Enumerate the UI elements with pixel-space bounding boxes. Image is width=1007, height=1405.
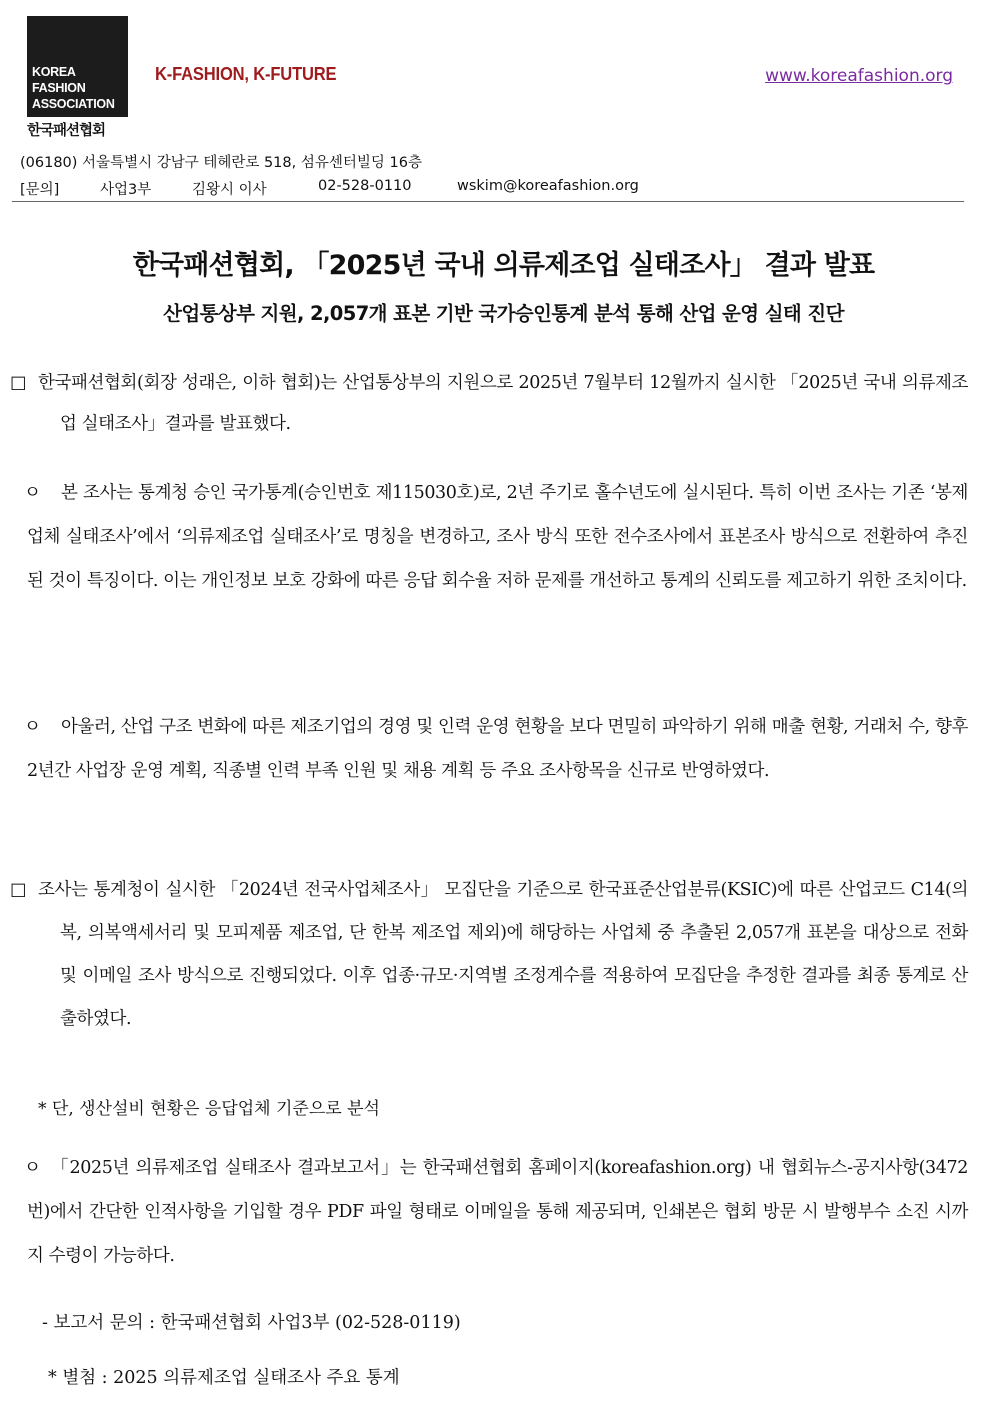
paragraph-text: 본 조사는 통계청 승인 국가통계(승인번호 제115030호)로, 2년 주기로 홀수년도에 실시된다. 특히 이번 조사는 기존 ‘봉제업체 실태조사’에서 ‘의류제조업 실태조사’로 명칭을 변경하고, 조사 방식 또한 전수조사에서 표본조사 방식으로 전환하여 추진된 것이 특징이다. 이는 개인정보 보호 강화에 따른 응답 회수율 저하 문제를 개선하고 통계의 신뢰도를 제고하기 위한 조치이다.: [27, 483, 968, 591]
logo-korean-name: 한국패션협회: [27, 123, 106, 139]
paragraph-2: [24, 471, 968, 603]
association-logo: [27, 16, 128, 117]
logo-line: FASHION: [32, 81, 86, 95]
circle-bullet-icon: ㅇ: [24, 717, 41, 737]
press-release-title: 한국패션협회, 「2025년 국내 의류제조업 실태조사」 결과 발표: [132, 250, 875, 281]
paragraph-text: 「2025년 의류제조업 실태조사 결과보고서」는 한국패션협회 홈페이지(koreafashion.org) 내 협회뉴스-공지사항(3472번)에서 간단한 인적사항을 기입할 경우 PDF 파일 형태로 이메일을 통해 제공되며, 인쇄본은 협회 방문 시 발행부수 소진 시까지 수령이 가능하다.: [27, 1158, 968, 1266]
attachment-note: * 별첨 : 2025 의류제조업 실태조사 주요 통계: [48, 1368, 400, 1388]
tagline: K-FASHION, K-FUTURE: [155, 64, 337, 84]
address: (06180) 서울특별시 강남구 테헤란로 518, 섬유센터빌딩 16층: [20, 155, 422, 171]
paragraph-text: 한국패션협회(회장 성래은, 이하 협회)는 산업통상부의 지원으로 2025년 7월부터 12월까지 실시한 「2025년 국내 의류제조업 실태조사」결과를 발표했다.: [38, 373, 968, 434]
contact-email[interactable]: wskim@koreafashion.org: [457, 178, 639, 194]
paragraph-4: [10, 869, 968, 1041]
press-release-subtitle: 산업통상부 지원, 2,057개 표본 기반 국가승인통계 분석 통해 산업 운영 실태 진단: [163, 302, 844, 325]
circle-bullet-icon: ㅇ: [24, 1158, 41, 1178]
paragraph-5: [24, 1146, 968, 1278]
header-divider: [12, 201, 964, 202]
paragraph-3: [24, 705, 968, 793]
square-bullet-icon: □: [10, 880, 27, 900]
equipment-note: * 단, 생산설비 현황은 응답업체 기준으로 분석: [38, 1099, 380, 1119]
contact-dept: 사업3부: [100, 182, 152, 198]
logo-line: ASSOCIATION: [32, 97, 115, 111]
paragraph-text: 조사는 통계청이 실시한 「2024년 전국사업체조사」 모집단을 기준으로 한국표준산업분류(KSIC)에 따른 산업코드 C14(의복, 의복액세서리 및 모피제품 제조업, 단 한복 제조업 제외)에 해당하는 사업체 중 추출된 2,057개 표본을 대상으로 전화 및 이메일 조사 방식으로 진행되었다. 이후 업종·규모·지역별 조정계수를 적용하여 모집단을 추정한 결과를 최종 통계로 산출하였다.: [38, 880, 968, 1029]
contact-phone: 02-528-0110: [318, 178, 412, 194]
circle-bullet-icon: ㅇ: [24, 483, 41, 503]
contact-person: 김왕시 이사: [192, 182, 267, 198]
logo-line: KOREA: [32, 65, 76, 79]
report-inquiry: - 보고서 문의 : 한국패션협회 사업3부 (02-528-0119): [42, 1313, 461, 1333]
paragraph-1: [10, 363, 968, 444]
website-link[interactable]: www.koreafashion.org: [765, 66, 953, 86]
square-bullet-icon: □: [10, 373, 27, 393]
paragraph-text: 아울러, 산업 구조 변화에 따른 제조기업의 경영 및 인력 운영 현황을 보다 면밀히 파악하기 위해 매출 현황, 거래처 수, 향후 2년간 사업장 운영 계획, 직종별 인력 부족 인원 및 채용 계획 등 주요 조사항목을 신규로 반영하였다.: [27, 717, 968, 781]
contact-label: [문의]: [20, 182, 60, 198]
